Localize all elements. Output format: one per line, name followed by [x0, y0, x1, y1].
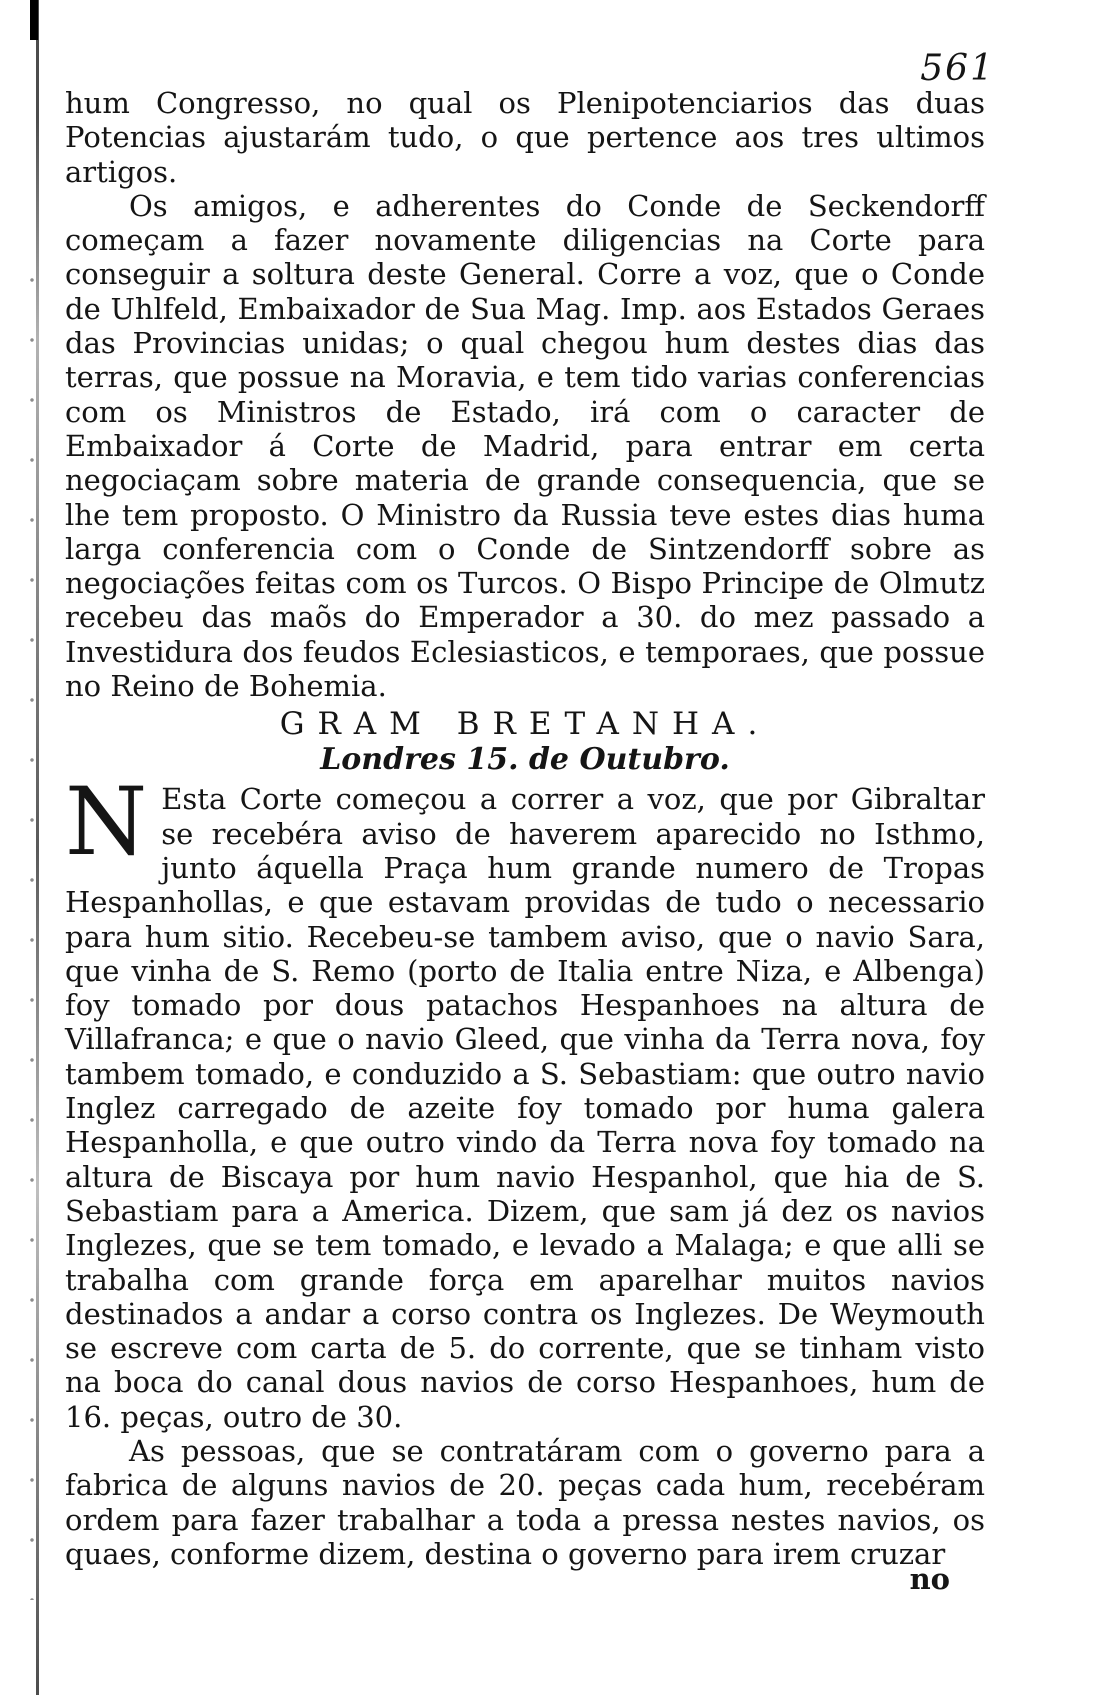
paragraph-gibraltar-text: Esta Corte começou a correr a voz, que por Gibraltar se recebéra aviso de haverem aparecido no Isthmo, junto áquella Praça hum grande numero de Tropas Hespanhollas, e que estavam providas de tudo o necessario para hum sitio. Recebeu-se tambem aviso, que o navio Sara, que vinha de S. Remo (porto de Italia entre Niza, e Albenga) foy tomado por dous patachos Hespanhoes na altura de Villafranca; e que o navio Gleed, que vinha da Terra nova, foy tambem tomado, e conduzido a S. Sebastiam: que outro navio Inglez carregado de azeite foy tomado por huma galera Hespanholla, e que outro vindo da Terra nova foy tomado na altura de Biscaya por hum navio Hespanhol, que hia de S. Sebastiam para a America. Dizem, que sam já dez os navios Inglezes, que se tem tomado, e levado a Malaga; e que alli se trabalha com grande força em aparelhar muitos navios destinados a andar a corso contra os Inglezes. De Weymouth se escreve com carta de 5. do corrente, que se tinham visto na boca do canal dous navios de corso Hespanhoes, hum de 16. peças, outro de 30. [65, 782, 985, 1434]
binding-edge-line [36, 0, 39, 1695]
catchword: no [909, 1562, 950, 1596]
binding-edge-mark [30, 0, 38, 40]
paragraph-congress: hum Congresso, no qual os Plenipotenciarios das duas Potencias ajustarám tudo, o que pertence aos tres ultimos artigos. [65, 86, 985, 189]
drop-capital: N [65, 768, 148, 878]
page-number: 561 [920, 48, 995, 89]
binding-edge-specks [28, 250, 36, 1600]
section-heading: GRAM BRETANHA. [279, 706, 771, 743]
paragraph-shipbuilding: As pessoas, que se contratáram com o governo para a fabrica de alguns navios de 20. peças cada hum, recebéram ordem para fazer trabalhar a toda a pressa nestes navios, os quaes, conforme dizem, destina o governo para irem cruzar [65, 1433, 985, 1571]
paragraph-seckendorff: Os amigos, e adherentes do Conde de Seckendorff começam a fazer novamente diligencias na Corte para conseguir a soltura deste General. Corre a voz, que o Conde de Uhlfeld, Embaixador de Sua Mag. Imp. aos Estados Geraes das Provincias unidas; o qual chegou hum destes dias das terras, que possue na Moravia, e tem tido varias conferencias com os Ministros de Estado, irá com o caracter de Embaixador á Corte de Madrid, para entrar em certa negociaçam sobre materia de grande consequencia, que se lhe tem proposto. O Ministro da Russia teve estes dias huma larga conferencia com o Conde de Sintzendorff sobre as negociações feitas com os Turcos. O Bispo Principe de Olmutz recebeu das maõs do Emperador a 30. do mez passado a Investidura dos feudos Eclesiasticos, e temporaes, que possue no Reino de Bohemia. [65, 188, 985, 704]
paragraph-gibraltar [65, 768, 985, 1434]
section-dateline: Londres 15. de Outubro. [320, 742, 730, 778]
article-body [65, 86, 985, 1571]
